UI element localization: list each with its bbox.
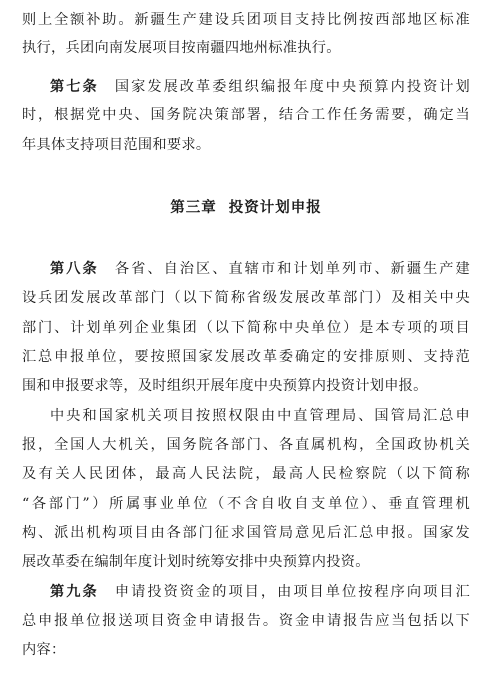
text-line: 执行，兵团向南发展项目按南疆四地州标准执行。 xyxy=(22,40,341,56)
text-line: 构、派出机构项目由各部门征求国管局意见后汇总申报。国家发 xyxy=(22,525,470,541)
text-line: 总申报单位报送项目资金申请报告。资金申请报告应当包括以下 xyxy=(22,613,470,629)
chapter-heading xyxy=(0,194,492,222)
text-line: 汇总申报单位，要按照国家发展改革委确定的安排原则、支持范 xyxy=(22,349,470,365)
text-line: 设兵团发展改革部门（以下简称省级发展改革部门）及相关中央 xyxy=(22,290,470,306)
text-line: 内容： xyxy=(22,642,66,658)
chapter-number: 第三章 xyxy=(170,200,217,216)
article-seven-line xyxy=(50,73,470,101)
text-line: 则上全额补助。新疆生产建设兵团项目支持比例按西部地区标准 xyxy=(22,12,470,28)
chapter-title: 投资计划申报 xyxy=(228,200,322,216)
text-line: 展改革委在编制年度计划时统筹安排中央预算内投资。 xyxy=(22,554,370,570)
text-line: 围和申报要求等，及时组织开展年度中央预算内投资计划申报。 xyxy=(22,378,428,394)
article-eight-label: 第八条 xyxy=(50,261,99,277)
text-line: “各部门”）所属事业单位（不含自收自支单位）、垂直管理机 xyxy=(22,496,470,512)
text-line: 中央和国家机关项目按照权限由中直管理局、国管局汇总申 xyxy=(50,408,470,424)
text-line: 及有关人民团体，最高人民法院，最高人民检察院（以下简称 xyxy=(22,466,470,482)
text-line: 报，全国人大机关，国务院各部门、各直属机构，全国政协机关 xyxy=(22,437,470,453)
text-line: 部门、计划单列企业集团（以下简称中央单位）是本专项的项目 xyxy=(22,320,470,336)
article-seven-label: 第七条 xyxy=(50,79,99,95)
article-nine-label: 第九条 xyxy=(50,584,99,600)
text-span: 各省、自治区、直辖市和计划单列市、新疆生产建 xyxy=(114,261,471,277)
article-eight-line xyxy=(50,255,470,283)
text-span: 申请投资资金的项目，由项目单位按程序向项目汇 xyxy=(114,584,471,600)
article-nine-line xyxy=(50,578,470,606)
text-line: 时，根据党中央、国务院决策部署，结合工作任务需要，确定当 xyxy=(22,107,470,123)
text-span: 国家发展改革委组织编报年度中央预算内投资计划 xyxy=(114,79,471,95)
text-line: 年具体支持项目范围和要求。 xyxy=(22,137,211,153)
